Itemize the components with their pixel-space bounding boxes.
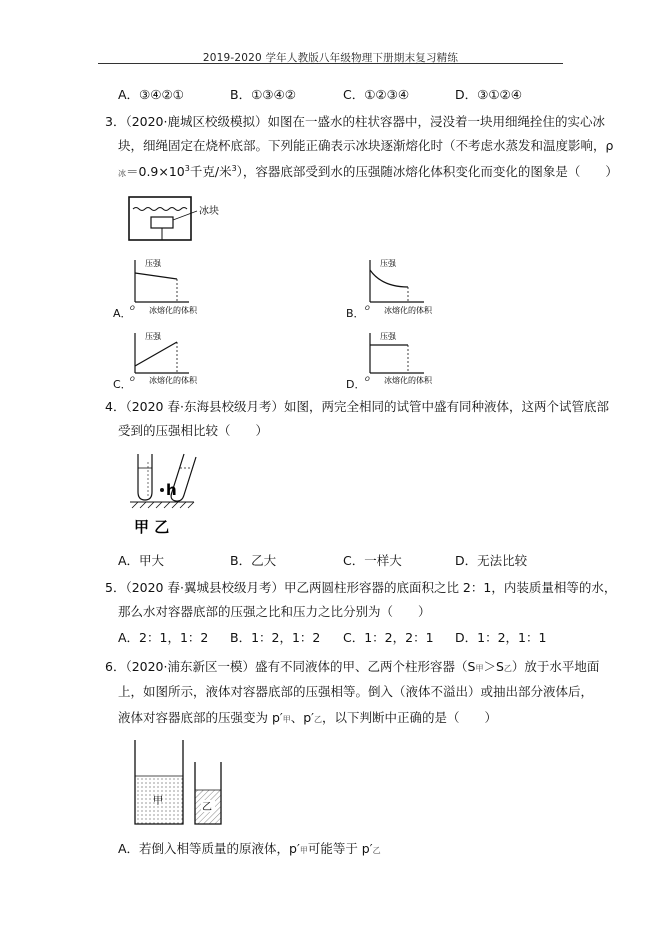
svg-text:压强: 压强	[380, 259, 396, 268]
q6-line-2: 上，如图所示，液体对容器底部的压强相等。倒入（液体不溢出）或抽出部分液体后，	[118, 684, 594, 699]
q4-line-2: 受到的压强相比较（ ）	[118, 423, 269, 438]
graph-b	[360, 255, 440, 320]
q3-line-2: 块，细绳固定在烧杯底部。下列能正确表示冰块逐渐熔化时（不考虑水蒸发和温度影响，ρ	[118, 138, 614, 153]
q4-test-tubes-figure	[122, 452, 217, 542]
svg-text:O: O	[365, 305, 370, 312]
graph-d	[360, 330, 440, 390]
svg-text:压强: 压强	[145, 259, 161, 268]
q5-option-b: B．1：2，1：2	[230, 630, 321, 645]
q4-tube-labels: 甲 乙	[134, 518, 170, 536]
q5-option-a: A．2：1，1：2	[118, 630, 209, 645]
q6-line-3: 液体对容器底部的压强变为 p′甲、p′乙，以下判断中正确的是（ ）	[118, 710, 498, 725]
q2-option-b: B．①③④②	[230, 87, 296, 102]
q2-option-d: D．③①②④	[455, 87, 522, 102]
svg-text:冰熔化的体积: 冰熔化的体积	[384, 306, 432, 315]
q4-line-1: 4．（2020 春·东海县校级月考）如图，两完全相同的试管中盛有同种液体，这两个试管底部	[105, 399, 609, 414]
svg-text:压强: 压强	[380, 332, 396, 341]
q3-line-1: 3．（2020·鹿城区校级模拟）如图在一盛水的柱状容器中，浸没着一块用细绳拴住的实心冰	[105, 114, 605, 129]
q6-option-a: A．若倒入相等质量的原液体，p′甲可能等于 p′乙	[118, 841, 381, 856]
header-rule	[98, 63, 563, 64]
q5-line-1: 5．（2020 春·翼城县校级月考）甲乙两圆柱形容器的底面积之比 2：1，内装质量相等的水，	[105, 580, 617, 595]
graph-a-label: A．	[113, 307, 132, 320]
svg-text:冰熔化的体积: 冰熔化的体积	[149, 376, 197, 385]
q6-containers-figure	[125, 738, 235, 828]
q2-option-a: A．③④②①	[118, 87, 184, 102]
graph-b-label: B．	[346, 307, 365, 320]
svg-text:冰熔化的体积: 冰熔化的体积	[149, 306, 197, 315]
svg-text:压强: 压强	[145, 332, 161, 341]
ice-block-label: 冰块	[199, 206, 219, 217]
graph-d-label: D．	[346, 378, 366, 391]
q4-option-a: A．甲大	[118, 553, 165, 568]
q3-ice-container-figure	[125, 195, 235, 245]
svg-text:O: O	[365, 376, 370, 383]
container-jia-label: 甲	[153, 796, 163, 807]
q4-option-d: D．无法比较	[455, 553, 528, 568]
graph-c	[125, 330, 205, 390]
page-header: 2019-2020 学年人教版八年级物理下册期末复习精练	[202, 52, 459, 64]
q2-option-c: C．①②③④	[343, 87, 410, 102]
q4-h-label: h	[166, 481, 177, 499]
q3-rho-sub: 冰	[118, 169, 126, 179]
q4-option-b: B．乙大	[230, 553, 277, 568]
graph-a	[125, 255, 205, 320]
svg-text:冰熔化的体积: 冰熔化的体积	[384, 376, 432, 385]
svg-text:O: O	[130, 376, 135, 383]
container-yi-label: 乙	[202, 802, 212, 813]
q6-line-1: 6．（2020·浦东新区一模）盛有不同液体的甲、乙两个柱形容器（S甲＞S乙）放于水平地面	[105, 659, 600, 674]
q5-option-c: C．1：2，2：1	[343, 630, 434, 645]
q3-line-3: 冰$=0.9\times 10^3$千克/米$^3$），容器底部受到水的压强随冰熔化体积变化而变化的图象是（ ）	[118, 164, 618, 180]
q5-option-d: D．1：2，1：1	[455, 630, 547, 645]
q4-option-c: C．一样大	[343, 553, 402, 568]
graph-c-label: C．	[113, 378, 132, 391]
svg-text:O: O	[130, 305, 135, 312]
q5-line-2: 那么水对容器底部的压强之比和压力之比分别为（ ）	[118, 604, 431, 619]
